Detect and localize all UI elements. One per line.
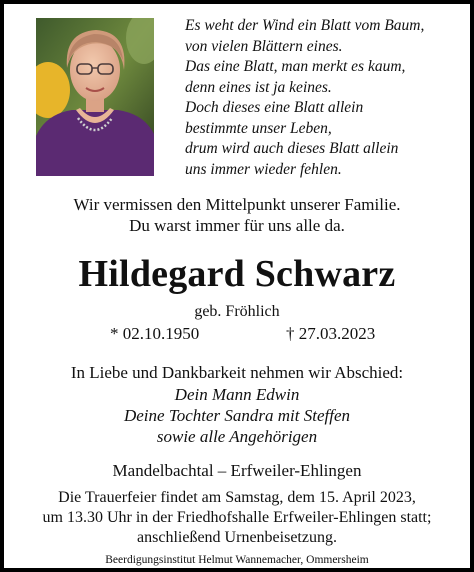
- deceased-name: Hildegard Schwarz: [78, 253, 396, 295]
- intro-line: Du warst immer für uns alle da.: [129, 216, 345, 235]
- poem-line: bestimmte unser Leben,: [185, 119, 332, 137]
- poem-line: Es weht der Wind ein Blatt vom Baum,: [185, 17, 425, 34]
- poem-line: Doch dieses eine Blatt allein: [185, 99, 364, 116]
- poem: [185, 16, 455, 180]
- portrait-photo: [36, 18, 154, 176]
- service-info-line: Die Trauerfeier findet am Samstag, dem 15. April 2023,: [58, 489, 416, 506]
- service-info-line: um 13.30 Uhr in der Friedhofshalle Erfweiler-Ehlingen statt;: [42, 509, 432, 526]
- mourner-line: Dein Mann Edwin: [174, 385, 300, 404]
- poem-line: drum wird auch dieses Blatt allein: [185, 140, 399, 157]
- intro-line: Wir vermissen den Mittelpunkt unserer Familie.: [73, 195, 401, 214]
- farewell-text: In Liebe und Dankbarkeit nehmen wir Abschied:: [70, 363, 404, 382]
- place-name: Mandelbachtal – Erfweiler-Ehlingen: [112, 461, 362, 480]
- poem-line: denn eines ist ja keines.: [185, 78, 332, 96]
- poem-line: von vielen Blättern eines.: [185, 37, 343, 55]
- mourner-line: sowie alle Angehörigen: [156, 427, 318, 446]
- birth-date: * 02.10.1950: [110, 324, 200, 343]
- poem-line: Das eine Blatt, man merkt es kaum,: [185, 58, 406, 75]
- portrait-image: [36, 18, 154, 176]
- funeral-home: Beerdigungsinstitut Helmut Wannemacher, Ommersheim: [105, 554, 369, 566]
- poem-line: uns immer wieder fehlen.: [185, 160, 342, 178]
- birth-name: geb. Fröhlich: [194, 303, 280, 320]
- death-date: † 27.03.2023: [286, 324, 376, 343]
- service-info-line: anschließend Urnenbeisetzung.: [137, 529, 337, 546]
- mourner-line: Deine Tochter Sandra mit Steffen: [123, 406, 350, 425]
